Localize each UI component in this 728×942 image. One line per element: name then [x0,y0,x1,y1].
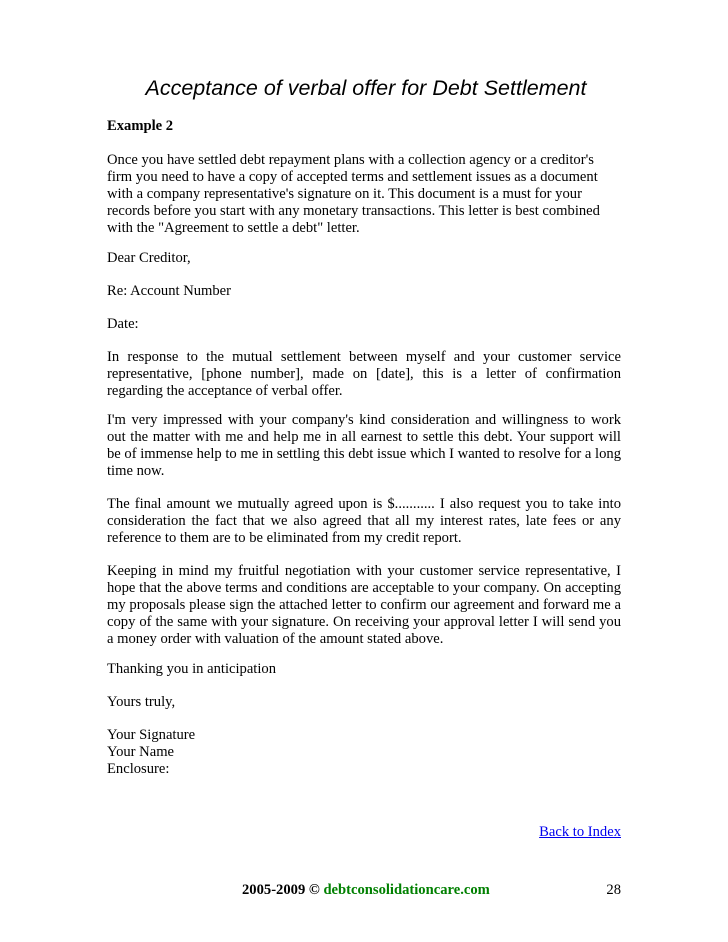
example-heading: Example 2 [107,118,174,134]
name-line: Your Name [107,744,175,760]
signature-line: Your Signature [107,727,196,743]
enclosure-line: Enclosure: [107,761,170,777]
re-line: Re: Account Number [107,283,232,299]
intro-paragraph: Once you have settled debt repayment plans with a collection agency or a creditor's firm you need to have a copy of accepted terms and settlement issues as a document with a company representative's signature on it. This document is a must for your records before you start with any monetary transactions. This letter is best combined with the "Agreement to settle a debt" letter. [107,152,600,236]
salutation: Dear Creditor, [107,250,191,266]
page-number: 28 [606,882,621,898]
letter-paragraph-3: The final amount we mutually agreed upon is $........... I also request you to take into consideration the fact that we also agreed that all my interest rates, late fees or any reference to them are to be eliminated from my credit report. [107,496,621,546]
back-to-index-link[interactable]: Back to Index [539,824,621,840]
letter-paragraph-2: I'm very impressed with your company's kind consideration and willingness to work out the matter with me and help me in all earnest to settle this debt. Your support will be of immense help to me in settling this debt issue which I wanted to resolve for a long time now. [107,412,621,479]
letter-paragraph-1: In response to the mutual settlement between myself and your customer service representative, [phone number], made on [date], this is a letter of confirmation regarding the acceptance of verbal offer. [107,349,621,399]
page-title: Acceptance of verbal offer for Debt Settlement [145,76,587,100]
closing-line: Yours truly, [107,694,176,710]
thanks-line: Thanking you in anticipation [107,661,277,677]
site-name: debtconsolidationcare.com [323,882,490,898]
signature-block [107,727,621,778]
footer-copyright [242,882,490,899]
letter-paragraph-4: Keeping in mind my fruitful negotiation with your customer service representative, I hope that the above terms and conditions are acceptable to your company. On accepting my proposals please sign the attached letter to confirm our agreement and forward me a copy of the same with your signature. On receiving your approval letter I will send you a money order with valuation of the amount stated above. [107,563,621,647]
copyright-text: 2005-2009 © [242,882,324,898]
date-line: Date: [107,316,139,332]
